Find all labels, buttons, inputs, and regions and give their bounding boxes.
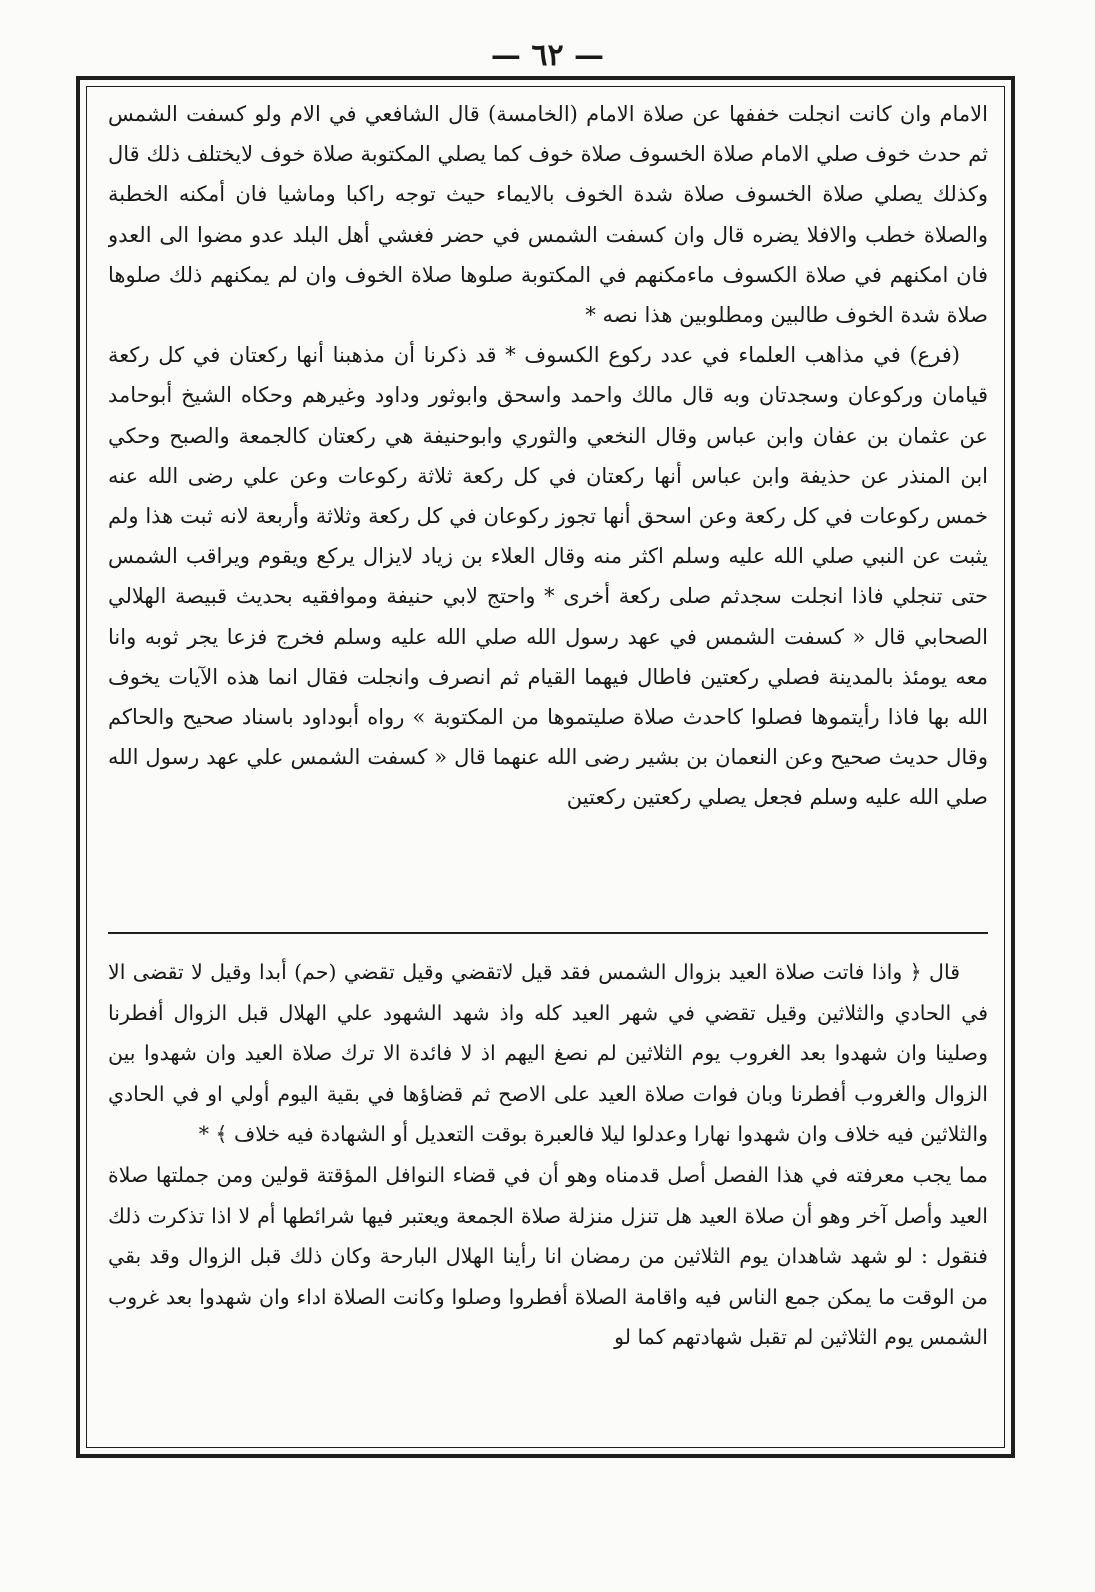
- commentary-paragraph: الامام وان كانت انجلت خففها عن صلاة الامام (الخامسة) قال الشافعي في الام ولو كسفت الشمس ثم حدث خوف صلي الامام صلاة الخسوف صلاة خوف كما يصلي المكتوبة صلاة خوف لايختلف ذلك قال وكذلك يصلي صلاة الخسوف صلاة شدة الخوف بالايماء حيث توجه راكبا وماشيا فان أمكنه الخطبة والصلاة خطب والافلا يضره قال وان كسفت الشمس في حضر فغشي أهل البلد عدو مضوا الى العدو فان امكنهم في صلاة الكسوف ماءمكنهم في المكتوبة صلوها صلاة الخوف وان لم يمكنهم ذلك صلوها صلاة شدة الخوف طالبين ومطلوبين هذا نصه *: [108, 102, 988, 328]
- commentary-section: [108, 94, 988, 912]
- page-number: — ٦٢ —: [490, 38, 605, 73]
- main-text-paragraph: قال ﴿ واذا فاتت صلاة العيد بزوال الشمس فقد قيل لاتقضي وقيل تقضي (حم) أبدا وقيل لا تقضى الا في الحادي والثلاثين وقيل تقضي في شهر العيد كله واذ شهد الشهود علي الهلال قبل الزوال أفطرنا وصلينا وان شهدوا بعد الغروب يوم الثلاثين لم نصغ اليهم اذ لا فائدة الا ترك صلاة العيد وان شهدوا بين الزوال والغروب أفطرنا وبان فوات صلاة العيد على الاصح ثم قضاؤها في بقية اليوم أولي او في الحادي والثلاثين فيه خلاف وان شهدوا نهارا وعدلوا ليلا فالعبرة بوقت التعديل أو الشهادة فيه خلاف ﴾ *: [108, 960, 988, 1147]
- page-content: [108, 94, 988, 1444]
- main-text-section: [108, 952, 988, 1358]
- main-text-paragraph: مما يجب معرفته في هذا الفصل أصل قدمناه وهو أن في قضاء النوافل المؤقتة قولين ومن جملتها صلاة العيد وأصل آخر وهو أن صلاة العيد هل تنزل منزلة صلاة الجمعة ويعتبر فيها شرائطها أم لا اذا تذكرت ذلك فنقول : لو شهد شاهدان يوم الثلاثين من رمضان انا رأينا الهلال البارحة وكان ذلك قبل الزوال وقد بقي من الوقت ما يمكن جمع الناس فيه واقامة الصلاة أفطروا وصلوا وكانت الصلاة اداء وان شهدوا بعد غروب الشمس يوم الثلاثين لم تقبل شهادتهم كما لو: [108, 1162, 988, 1350]
- section-separator: [108, 932, 988, 934]
- commentary-paragraph: (فرع) في مذاهب العلماء في عدد ركوع الكسوف * قد ذكرنا أن مذهبنا أنها ركعتان في كل ركعة قيامان وركوعان وسجدتان وبه قال مالك واحمد واسحق وابوثور وداود وغيرهم وحكاه الشيخ أبوحامد عن عثمان بن عفان وابن عباس وقال النخعي والثوري وابوحنيفة هي ركعتان كالجمعة والصبح وحكي ابن المنذر عن حذيفة وابن عباس أنها ركعتان في كل ركعة ثلاثة ركوعات وعن علي رضى الله عنه خمس ركوعات في كل ركعة وعن اسحق أنها تجوز ركوعان في كل ركعة وثلاثة وأربعة لانه ثبت هذا ولم يثبت عن النبي صلي الله عليه وسلم اكثر منه وقال العلاء بن زياد لايزال يركع ويقوم ويراقب الشمس حتى تنجلي فاذا انجلت سجدثم صلى ركعة أخرى * واحتج لابي حنيفة وموافقيه بحديث قبيصة الهلالي الصحابي قال « كسفت الشمس في عهد رسول الله صلي الله عليه وسلم فخرج فزعا يجر ثوبه وانا معه يومئذ بالمدينة فصلي ركعتين فاطال فيهما القيام ثم انصرف وانجلت فقال انما هذه الآيات يخوف الله بها فاذا رأيتموها فصلوا كاحدث صلاة صليتموها من المكتوبة » رواه أبوداود باسناد صحيح والحاكم وقال حديث صحيح وعن النعمان بن بشير رضى الله عنهما قال « كسفت الشمس علي عهد رسول الله صلي الله عليه وسلم فجعل يصلي ركعتين ركعتين: [108, 343, 988, 810]
